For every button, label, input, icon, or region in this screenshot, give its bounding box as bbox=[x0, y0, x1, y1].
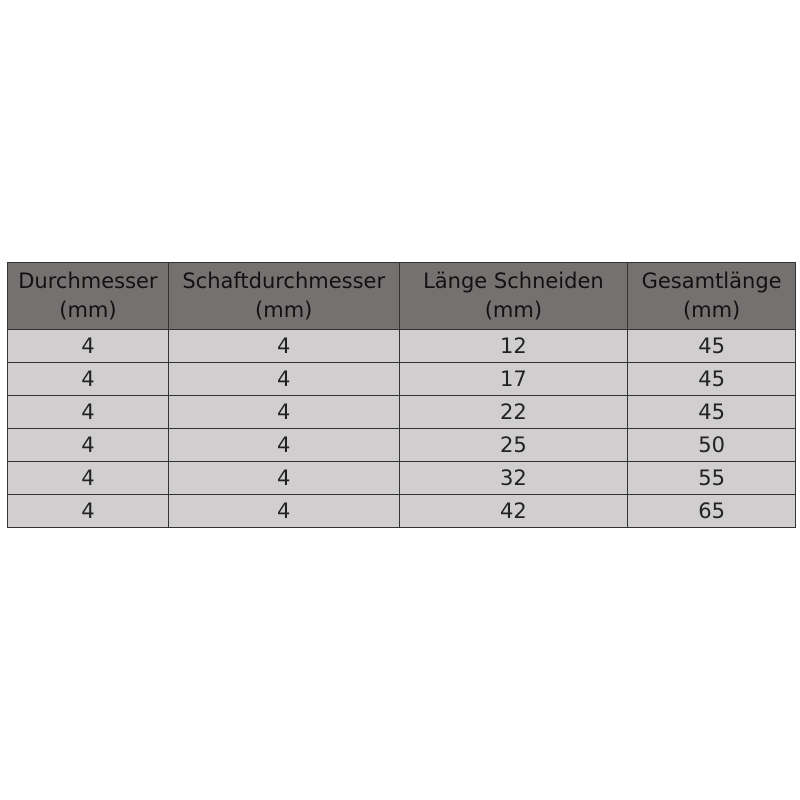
header-label: Durchmesser bbox=[18, 269, 158, 293]
cell-total-length: 45 bbox=[628, 396, 796, 429]
header-label: Länge Schneiden bbox=[423, 269, 604, 293]
cell-total-length: 45 bbox=[628, 330, 796, 363]
cell-diameter: 4 bbox=[8, 396, 169, 429]
cell-diameter: 4 bbox=[8, 462, 169, 495]
cell-shank-diameter: 4 bbox=[168, 396, 399, 429]
cell-diameter: 4 bbox=[8, 495, 169, 528]
cell-total-length: 50 bbox=[628, 429, 796, 462]
cell-shank-diameter: 4 bbox=[168, 462, 399, 495]
table-row bbox=[8, 396, 796, 429]
header-unit: (mm) bbox=[59, 298, 117, 322]
cell-total-length: 55 bbox=[628, 462, 796, 495]
header-shank-diameter bbox=[168, 263, 399, 330]
header-label: Schaftdurchmesser bbox=[182, 269, 386, 293]
table-row bbox=[8, 462, 796, 495]
cell-cutting-length: 12 bbox=[399, 330, 628, 363]
cell-diameter: 4 bbox=[8, 429, 169, 462]
table-row bbox=[8, 429, 796, 462]
table-row bbox=[8, 363, 796, 396]
cell-shank-diameter: 4 bbox=[168, 363, 399, 396]
cell-cutting-length: 32 bbox=[399, 462, 628, 495]
header-unit: (mm) bbox=[484, 298, 543, 322]
cell-cutting-length: 22 bbox=[399, 396, 628, 429]
cell-diameter: 4 bbox=[8, 330, 169, 363]
cell-shank-diameter: 4 bbox=[168, 429, 399, 462]
header-total-length bbox=[628, 263, 796, 330]
cell-shank-diameter: 4 bbox=[168, 495, 399, 528]
header-row bbox=[8, 263, 796, 330]
header-diameter bbox=[8, 263, 169, 330]
table-body bbox=[8, 330, 796, 528]
table-row bbox=[8, 330, 796, 363]
table-row bbox=[8, 495, 796, 528]
header-unit: (mm) bbox=[682, 298, 741, 322]
cell-total-length: 45 bbox=[628, 363, 796, 396]
cell-cutting-length: 42 bbox=[399, 495, 628, 528]
header-label: Gesamtlänge bbox=[641, 269, 782, 293]
cell-diameter: 4 bbox=[8, 363, 169, 396]
header-cutting-length bbox=[399, 263, 628, 330]
cell-total-length: 65 bbox=[628, 495, 796, 528]
cell-shank-diameter: 4 bbox=[168, 330, 399, 363]
header-unit: (mm) bbox=[255, 298, 313, 322]
table-header bbox=[8, 263, 796, 330]
cell-cutting-length: 25 bbox=[399, 429, 628, 462]
cell-cutting-length: 17 bbox=[399, 363, 628, 396]
specification-table bbox=[7, 262, 796, 528]
